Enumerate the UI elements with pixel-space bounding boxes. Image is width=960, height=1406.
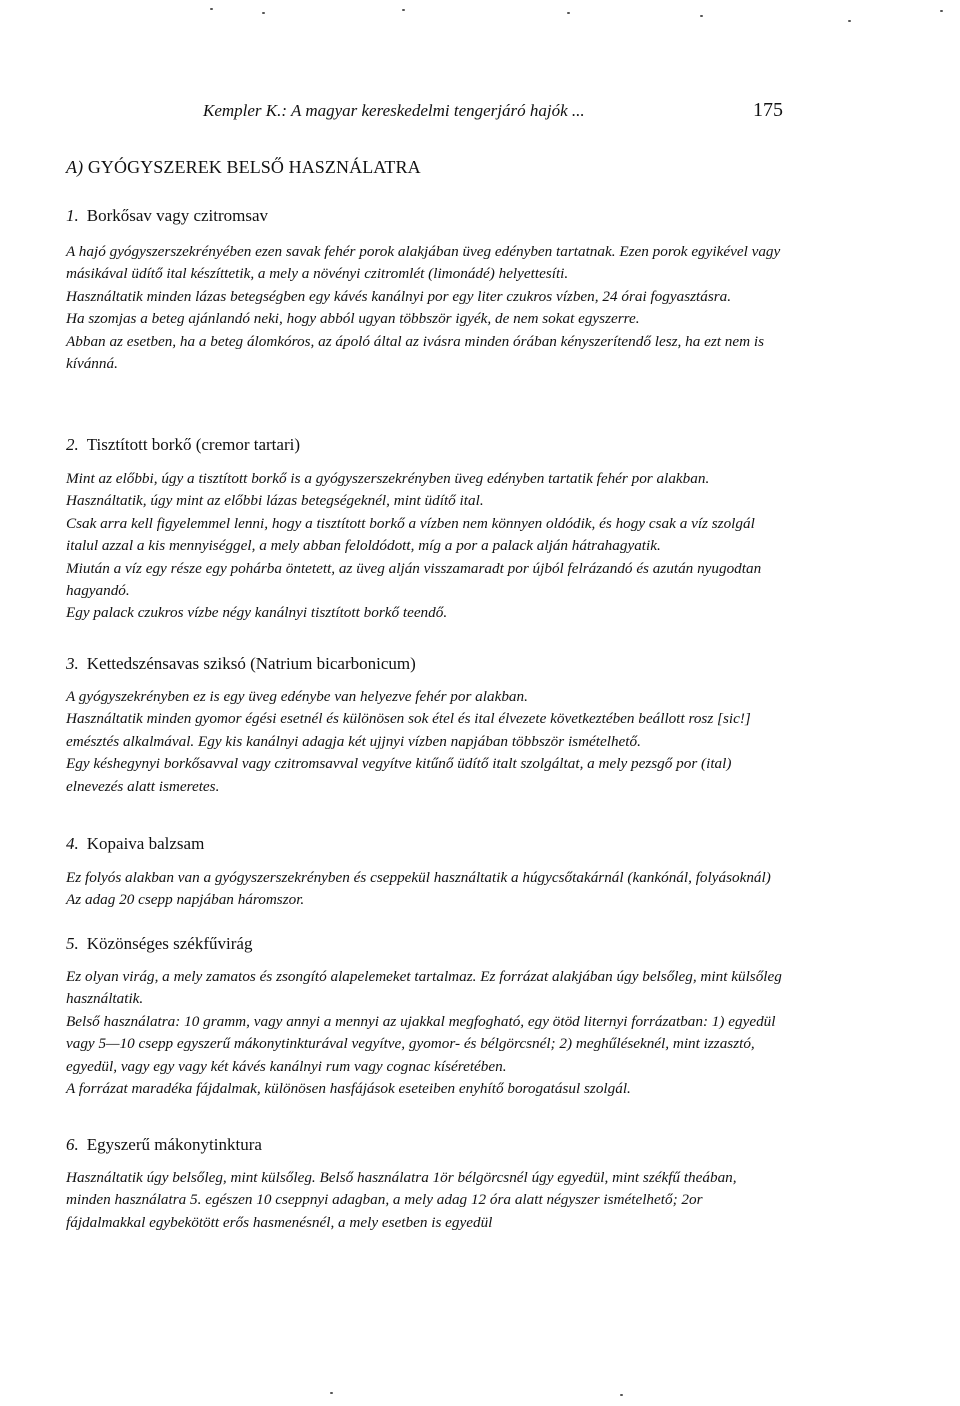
entry-title bbox=[66, 206, 268, 226]
scan-speck bbox=[330, 1392, 333, 1394]
paragraph: A forrázat maradéka fájdalmak, különösen hasfájások eseteiben enyhítő borogatásul szolgál. bbox=[66, 1080, 631, 1098]
section-heading bbox=[66, 157, 421, 178]
paragraph: A hajó gyógyszerszekrényében ezen savak fehér porok alakjában üveg edényben tartatnak. Ezen porok egyikével vagy másikával üdítő ital készíttetik, a mely a növényi czitromlét (limonádé) helyettesíti. bbox=[66, 243, 781, 283]
scan-speck bbox=[940, 10, 943, 12]
paragraph: Mint az előbbi, úgy a tisztított borkő is a gyógyszerszekrényben üveg edényben tartatik fehér por alakban. Használtatik, úgy mint az előbbi lázas betegségeknél, mint üdítő ital. bbox=[66, 470, 710, 510]
paragraph: Ez folyós alakban van a gyógyszerszekrényben és cseppekül használtatik a húgycsőtakárnál (kankónál, folyásoknál) Az adag 20 csepp napjában háromszor. bbox=[66, 869, 771, 909]
paragraph: Használtatik minden lázas betegségben egy kávés kanálnyi por egy liter czukros vízben, 24 órai fogyasztásra. bbox=[66, 287, 732, 305]
paragraph: Egy késhegynyi borkősavval vagy czitromsavval vegyítve kitűnő üdítő italt szolgáltat, a mely pezsgő por (ital) elnevezés alatt ismeretes. bbox=[66, 755, 732, 795]
scan-speck bbox=[262, 12, 265, 14]
paragraph: Ha szomjas a beteg ajánlandó neki, hogy abból ugyan többször igyék, de nem sokat egyszerre. bbox=[66, 310, 640, 328]
running-title: Kempler K.: A magyar kereskedelmi tengerjáró hajók ... bbox=[203, 101, 585, 120]
entry-name: Kettedszénsavas sziksó (Natrium bicarbonicum) bbox=[86, 654, 416, 673]
entry-body bbox=[66, 241, 782, 375]
paragraph: Abban az esetben, ha a beteg álomkóros, az ápoló által az ivásra minden órában kényszerítendő lesz, ha ezt nem is kívánná. bbox=[66, 332, 764, 373]
entry-title bbox=[66, 834, 204, 854]
entry-name: Borkősav vagy czitromsav bbox=[86, 206, 269, 225]
paragraph: Ez olyan virág, a mely zamatos és zsongító alapelemeket tartalmaz. Ez forrázat alakjában úgy belsőleg, mint külsőleg használtatik. bbox=[66, 968, 782, 1008]
entry-name: Egyszerű mákonytinktura bbox=[86, 1135, 262, 1154]
entry-body bbox=[66, 1167, 782, 1234]
entry-title bbox=[66, 654, 416, 674]
paragraph: Használtatik úgy belsőleg, mint külsőleg. Belső használatra 1ör bélgörcsnél úgy egyedül, mint székfű theában, minden használatra 5. egészen 10 cseppnyi adagban, a mely adag 12 óra alatt négyszer ismételhető; 2or fájdalmakkal egybekötött erős hasmenésnél, a mely esetben is egyedül bbox=[66, 1169, 737, 1231]
paragraph: Belső használatra: 10 gramm, vagy annyi a mennyi az ujakkal megfogható, egy ötöd liternyi forrázatban: 1) egyedül vagy 5—10 csepp egyszerű mákonytinkturával vegyítve, gyomor- és bélgörcsnél; 2) meghűléseknél, mint izzasztó, egyedül, vagy egy vagy két kávés kanálnyi rum vagy cognac kíséretében. bbox=[66, 1012, 776, 1075]
entry-number: 1. bbox=[66, 206, 79, 225]
entry-name: Közönséges székfűvirág bbox=[86, 934, 253, 953]
scan-speck bbox=[700, 15, 703, 17]
section-letter: A) bbox=[66, 157, 84, 177]
entry-body bbox=[66, 966, 782, 1100]
entry-body bbox=[66, 468, 782, 625]
entry-title bbox=[66, 934, 252, 954]
entry-number: 4. bbox=[66, 834, 79, 853]
scan-speck bbox=[402, 9, 405, 11]
entry-number: 6. bbox=[66, 1135, 79, 1154]
entry-title bbox=[66, 435, 300, 455]
section-title: GYÓGYSZEREK BELSŐ HASZNÁLATRA bbox=[87, 157, 421, 177]
paragraph: Használtatik minden gyomor égési esetnél és különösen sok étel és ital élvezete következtében beállott rosz [sic!] emésztés alkalmával. Egy kis kanálnyi adagja két ujjnyi vízben napjában többször ismételhető. bbox=[66, 710, 751, 750]
paragraph: A gyógyszekrényben ez is egy üveg edénybe van helyezve fehér por alakban. bbox=[66, 688, 528, 705]
scan-speck bbox=[848, 20, 851, 22]
paragraph: Csak arra kell figyelemmel lenni, hogy a tisztított borkő a vízben nem könnyen oldódik, és hogy csak a víz szolgál italul azzal a kis mennyiséggel, a mely abban feloldódott, míg a por a palack alján hátrahagyatik. bbox=[66, 514, 755, 555]
running-head bbox=[203, 101, 783, 122]
scan-speck bbox=[210, 8, 213, 10]
entry-body bbox=[66, 867, 782, 912]
scan-speck bbox=[620, 1394, 623, 1396]
entry-number: 3. bbox=[66, 654, 79, 673]
page-number: 175 bbox=[753, 99, 783, 121]
paragraph: Miután a víz egy része egy pohárba öntetett, az üveg alján visszamaradt por újból felrázandó és azután nyugodtan hagyandó. bbox=[66, 559, 762, 600]
entry-name: Kopaiva balzsam bbox=[86, 834, 205, 853]
paragraph: Egy palack czukros vízbe négy kanálnyi tisztított borkő teendő. bbox=[66, 604, 448, 622]
entry-body bbox=[66, 686, 782, 798]
scan-speck bbox=[567, 12, 570, 14]
entry-title bbox=[66, 1135, 262, 1155]
entry-number: 5. bbox=[66, 934, 79, 953]
entry-number: 2. bbox=[66, 435, 79, 454]
entry-name: Tisztított borkő (cremor tartari) bbox=[86, 435, 300, 454]
